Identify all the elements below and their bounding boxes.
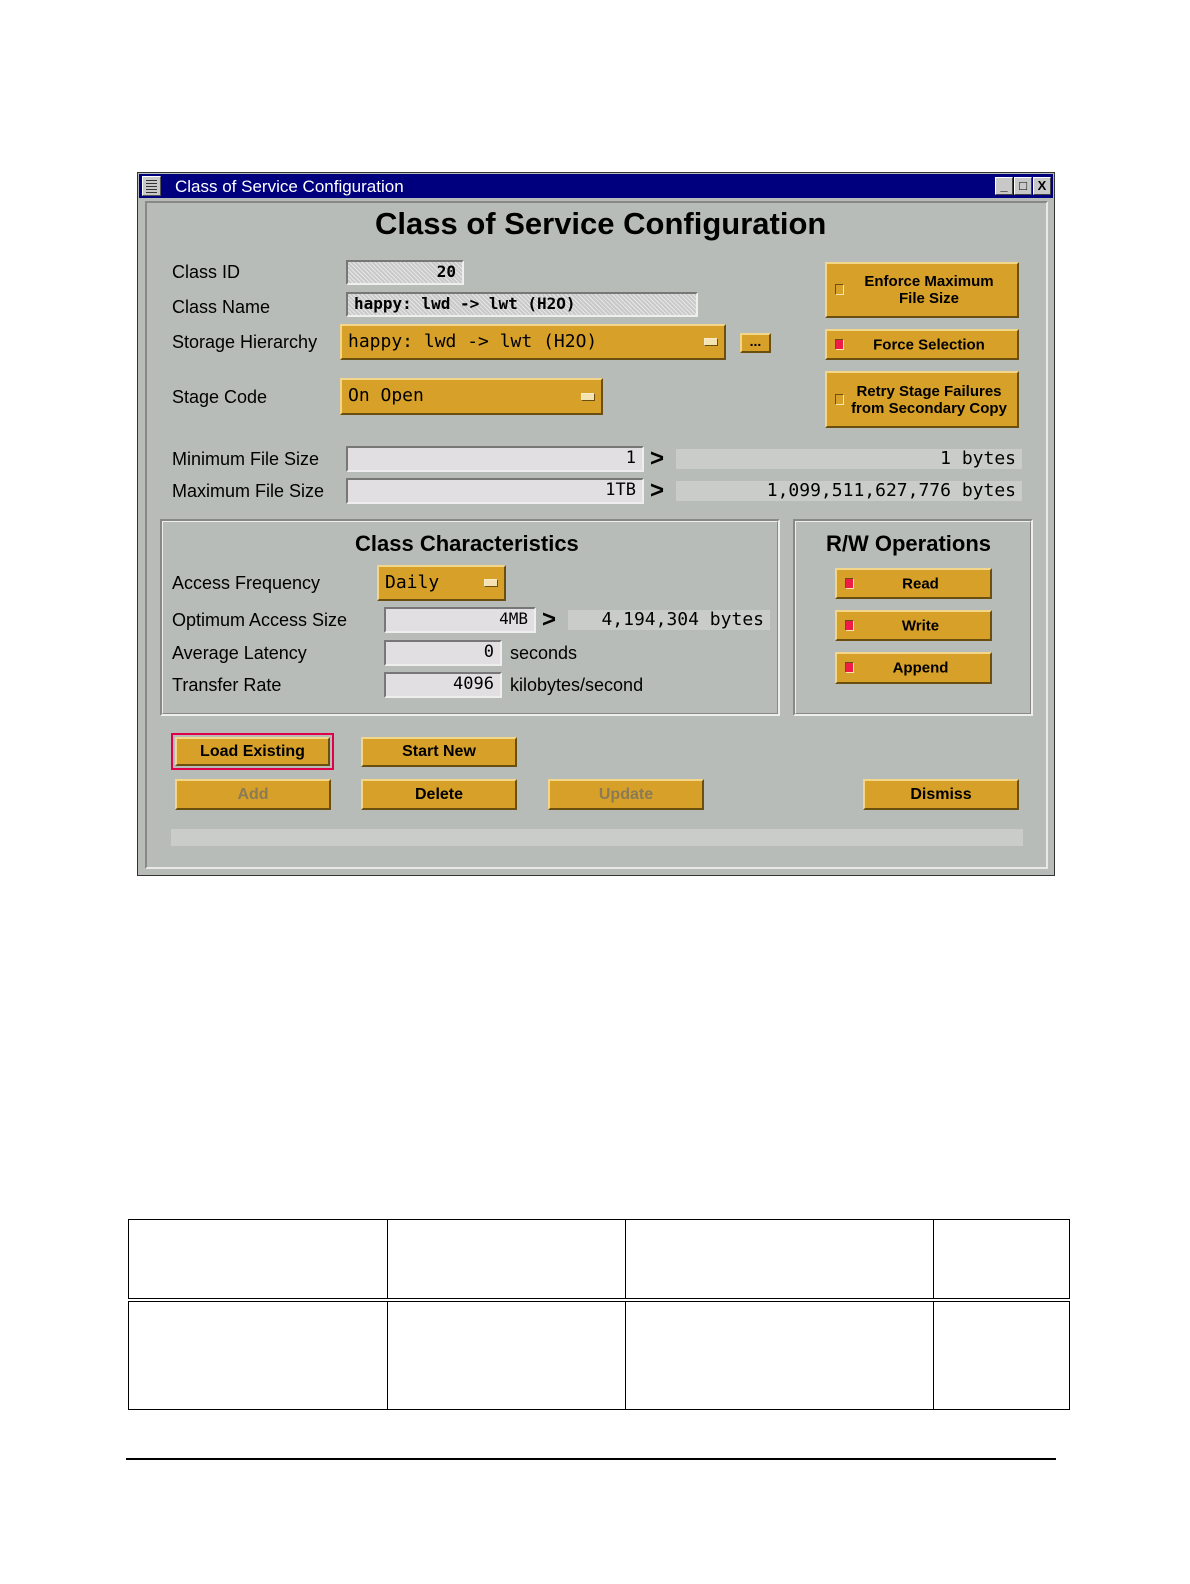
append-toggle[interactable] <box>835 652 992 684</box>
max-file-size-input[interactable]: 1TB <box>346 478 644 504</box>
min-file-size-input[interactable]: 1 <box>346 446 644 472</box>
storage-hierarchy-label: Storage Hierarchy <box>172 332 318 352</box>
table-header-row <box>129 1220 1070 1301</box>
min-file-size-readout: 1 bytes <box>676 449 1022 469</box>
table-cell <box>388 1220 626 1301</box>
dismiss-button[interactable]: Dismiss <box>863 779 1019 810</box>
class-name-label: Class Name <box>172 297 271 317</box>
access-frequency-value: Daily <box>385 572 440 593</box>
toggle-indicator-icon <box>845 578 854 589</box>
table-cell <box>626 1300 934 1410</box>
class-characteristics-title: Class Characteristics <box>355 531 579 556</box>
toggle-label: Force Selection <box>873 336 985 353</box>
read-toggle[interactable] <box>835 568 992 599</box>
dropdown-arrow-icon <box>704 338 718 346</box>
table-cell <box>626 1220 934 1301</box>
storage-hierarchy-select[interactable] <box>340 324 726 360</box>
title-bar[interactable] <box>139 174 1053 198</box>
toggle-indicator-icon <box>845 662 854 673</box>
class-id-field: 20 <box>346 260 464 285</box>
access-frequency-label: Access Frequency <box>172 573 321 593</box>
toggle-label: Append <box>892 659 949 677</box>
dropdown-arrow-icon <box>484 579 498 587</box>
window-menu-icon[interactable] <box>142 176 161 196</box>
table-cell <box>934 1300 1070 1410</box>
storage-hierarchy-value: happy: lwd -> lwt (H2O) <box>348 331 598 352</box>
stage-code-value: On Open <box>348 385 424 406</box>
write-toggle[interactable] <box>835 610 992 641</box>
access-frequency-select[interactable] <box>377 565 506 601</box>
toggle-label: Write <box>901 617 940 634</box>
max-file-size-label: Maximum File Size <box>172 481 325 501</box>
max-file-size-readout: 1,099,511,627,776 bytes <box>676 481 1022 501</box>
toggle-label-line1: Retry Stage Failures <box>856 382 1002 400</box>
storage-hierarchy-more-button[interactable]: ... <box>740 333 771 353</box>
delete-button[interactable]: Delete <box>361 779 517 810</box>
table-cell <box>129 1300 388 1410</box>
start-new-button[interactable]: Start New <box>361 737 517 767</box>
stage-code-label: Stage Code <box>172 387 268 407</box>
average-latency-input[interactable]: 0 <box>384 640 502 666</box>
maximize-icon[interactable]: □ <box>1014 177 1032 195</box>
enforce-max-file-size-toggle[interactable] <box>825 262 1019 318</box>
window-title: Class of Service Configuration <box>175 177 404 196</box>
retry-stage-failures-toggle[interactable] <box>825 371 1019 428</box>
footer-rule <box>126 1458 1056 1460</box>
stage-code-select[interactable] <box>340 378 603 415</box>
update-button[interactable]: Update <box>548 779 704 810</box>
class-id-label: Class ID <box>172 262 241 282</box>
class-name-field: happy: lwd -> lwt (H2O) <box>346 292 698 317</box>
toggle-label-line1: Enforce Maximum <box>864 273 994 290</box>
toggle-label-line2: File Size <box>898 290 960 307</box>
toggle-indicator-icon <box>835 394 844 405</box>
optimum-access-size-input[interactable]: 4MB <box>384 607 536 633</box>
toggle-indicator-icon <box>835 284 844 295</box>
table-cell <box>129 1220 388 1301</box>
page-title: Class of Service Configuration <box>375 206 827 241</box>
max-file-size-arrow: > <box>650 477 665 504</box>
min-file-size-arrow: > <box>650 445 665 472</box>
transfer-rate-label: Transfer Rate <box>172 675 282 695</box>
average-latency-unit: seconds <box>510 643 578 663</box>
transfer-rate-input[interactable]: 4096 <box>384 672 502 698</box>
load-existing-button[interactable]: Load Existing <box>175 737 330 766</box>
toggle-indicator-icon <box>845 620 854 631</box>
toggle-indicator-icon <box>835 339 844 350</box>
min-file-size-label: Minimum File Size <box>172 449 320 469</box>
toggle-label: Read <box>902 575 939 592</box>
close-icon[interactable]: X <box>1033 177 1051 195</box>
dropdown-arrow-icon <box>581 393 595 401</box>
optimum-access-size-arrow: > <box>542 606 557 633</box>
document-table <box>128 1219 1070 1410</box>
status-bar <box>171 829 1023 846</box>
average-latency-label: Average Latency <box>172 643 307 663</box>
optimum-access-size-readout: 4,194,304 bytes <box>568 610 770 630</box>
toggle-label-line2: from Secondary Copy <box>851 399 1007 417</box>
optimum-access-size-label: Optimum Access Size <box>172 610 348 630</box>
table-row <box>129 1300 1070 1410</box>
table-cell <box>388 1300 626 1410</box>
rw-operations-title: R/W Operations <box>826 531 992 556</box>
minimize-icon[interactable]: _ <box>995 177 1013 195</box>
add-button[interactable]: Add <box>175 779 331 810</box>
table-cell <box>934 1220 1070 1301</box>
force-selection-toggle[interactable] <box>825 329 1019 360</box>
transfer-rate-unit: kilobytes/second <box>510 675 644 695</box>
